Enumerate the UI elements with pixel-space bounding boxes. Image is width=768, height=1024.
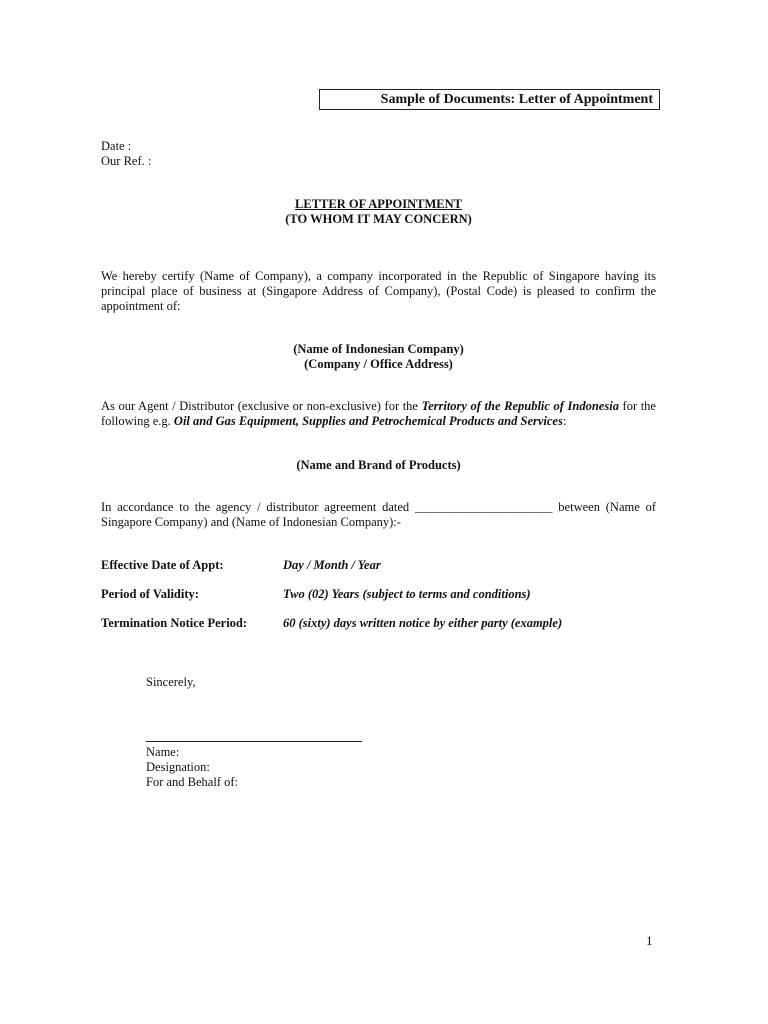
agent-territory: Territory of the Republic of Indonesia <box>421 399 619 413</box>
reference-label: Our Ref. : <box>101 154 152 168</box>
products-text: (Name and Brand of Products) <box>296 458 461 472</box>
field-value: Two (02) Years (subject to terms and conditions) <box>283 587 531 601</box>
document-title-box <box>319 89 660 110</box>
agent-prefix: As our Agent / Distributor (exclusive or non-exclusive) for the <box>101 399 422 413</box>
letter-title: LETTER OF APPOINTMENT <box>295 197 462 211</box>
field-label: Period of Validity: <box>101 587 199 601</box>
agreement-text: In accordance to the agency / distributor agreement dated ______________________ between (Name of Singapore Company) and (Name of Indonesian Company):- <box>101 500 656 529</box>
field-label: Termination Notice Period: <box>101 616 248 630</box>
agent-products: Oil and Gas Equipment, Supplies and Petrochemical Products and Services <box>173 414 563 428</box>
intro-text: We hereby certify (Name of Company), a company incorporated in the Republic of Singapore having its principal place of business at (Singapore Address of Company), (Postal Code) is pleased to confirm the appointment of: <box>101 269 656 313</box>
signature-line <box>146 741 362 742</box>
field-label: Effective Date of Appt: <box>101 558 224 572</box>
agent-suffix: : <box>562 414 567 428</box>
name-label: Name: <box>146 745 180 759</box>
date-label: Date : <box>101 139 132 153</box>
agent-middle: for the following e.g. <box>101 399 656 428</box>
letter-meta <box>101 139 151 169</box>
signature-details <box>146 745 238 790</box>
behalf-label: For and Behalf of: <box>146 775 238 789</box>
agent-text <box>101 399 656 429</box>
agreement-paragraph <box>101 500 656 530</box>
closing-salutation: Sincerely, <box>146 675 196 689</box>
designation-label: Designation: <box>146 760 210 774</box>
field-effective-date <box>101 558 661 573</box>
page-number: 1 <box>646 933 653 948</box>
agent-paragraph <box>101 399 656 429</box>
appointee-address: (Company / Office Address) <box>304 357 453 371</box>
appointee-block <box>101 342 656 372</box>
products-line <box>101 458 656 473</box>
field-value: Day / Month / Year <box>283 558 381 572</box>
field-termination-notice <box>101 616 661 631</box>
intro-paragraph <box>101 269 656 314</box>
letter-subtitle: (TO WHOM IT MAY CONCERN) <box>285 212 472 226</box>
document-title: Sample of Documents: Letter of Appointment <box>380 92 653 107</box>
field-value: 60 (sixty) days written notice by either party (example) <box>283 616 563 630</box>
field-period-validity <box>101 587 661 602</box>
appointee-name: (Name of Indonesian Company) <box>293 342 464 356</box>
letter-heading <box>101 197 656 227</box>
